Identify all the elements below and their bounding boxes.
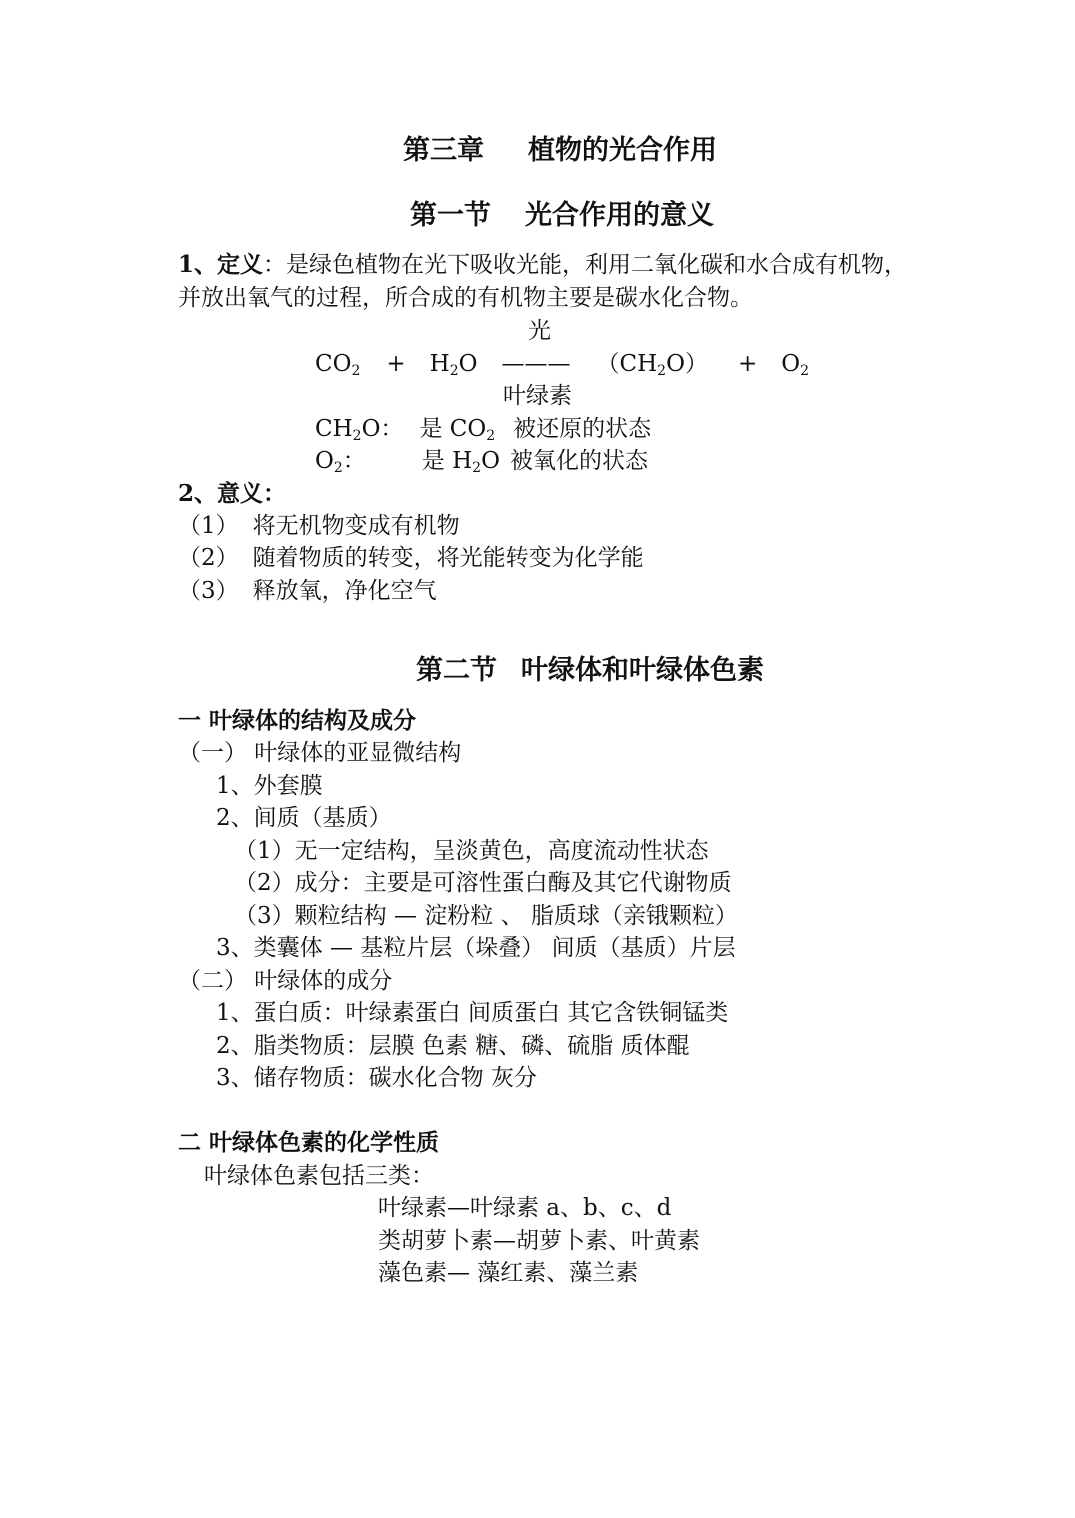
definition-label: 1、定义	[178, 251, 264, 278]
photosynthesis-equation	[315, 349, 809, 379]
equation-top-label: 光	[528, 318, 551, 344]
component-item: 1、蛋白质：叶绿素蛋白 间质蛋白 其它含铁铜锰类	[216, 1000, 729, 1026]
structure-item: 3、类囊体 — 基粒片层（垛叠） 间质（基质）片层	[216, 935, 736, 961]
chapter-title-name: 植物的光合作用	[528, 135, 717, 166]
structure-subitem: （3）颗粒结构 — 淀粉粒 、 脂质球（亲锇颗粒）	[234, 903, 738, 929]
definition-text-line1: 是绿色植物在光下吸收光能，利用二氧化碳和水合成有机物，	[286, 252, 908, 278]
eq-plus-2: +	[737, 351, 758, 377]
meaning-label: 2、意义：	[178, 480, 287, 507]
definition-line1	[178, 250, 907, 280]
structure-subitem: （1）无一定结构，呈淡黄色，高度流动性状态	[234, 838, 709, 864]
sub1-heading: （一） 叶绿体的亚显微结构	[178, 740, 462, 766]
section1-title-name: 光合作用的意义	[525, 200, 714, 231]
part2-intro: 叶绿体色素包括三类：	[204, 1163, 434, 1189]
pigment-class: 叶绿素—叶绿素 a、b、c、d	[378, 1195, 672, 1221]
section1-title	[410, 198, 714, 234]
equation-bottom-label: 叶绿素	[503, 383, 572, 409]
chapter-title-prefix: 第三章	[403, 135, 484, 166]
definition-line2: 并放出氧气的过程，所合成的有机物主要是碳水化合物。	[178, 285, 753, 311]
meaning-item: （1） 将无机物变成有机物	[178, 513, 460, 539]
structure-item: 1、外套膜	[216, 773, 323, 799]
part2-heading: 二 叶绿体色素的化学性质	[178, 1129, 440, 1156]
meaning-item: （3） 释放氧，净化空气	[178, 578, 437, 604]
structure-subitem: （2）成分：主要是可溶性蛋白酶及其它代谢物质	[234, 870, 732, 896]
structure-item: 2、间质（基质）	[216, 805, 392, 831]
section2-title	[416, 653, 764, 689]
eq-plus-1: +	[386, 351, 406, 377]
section1-title-prefix: 第一节	[410, 200, 491, 231]
eq-o2: $O_2$	[781, 351, 810, 379]
component-item: 3、储存物质：碳水化合物 灰分	[216, 1065, 537, 1091]
note-ch2o: $CH_2O$： 是 $CO_2$ 被还原的状态	[315, 416, 652, 444]
eq-co2: $CO_2$	[315, 351, 361, 379]
eq-arrow: ———	[501, 351, 571, 377]
sub2-heading: （二） 叶绿体的成分	[178, 968, 393, 994]
meaning-item: （2） 随着物质的转变，将光能转变为化学能	[178, 545, 644, 571]
part1-heading: 一 叶绿体的结构及成分	[178, 707, 417, 734]
component-item: 2、脂类物质：层膜 色素 糖、磷、硫脂 质体醌	[216, 1033, 690, 1059]
pigment-class: 藻色素— 藻红素、藻兰素	[378, 1260, 639, 1286]
chapter-title	[403, 133, 717, 169]
note-o2: $O_2$： 是 $H_2O$ 被氧化的状态	[315, 448, 648, 476]
definition-sep: ：	[263, 252, 287, 278]
section2-title-name: 叶绿体和叶绿体色素	[521, 655, 764, 686]
section2-title-prefix: 第二节	[416, 655, 497, 686]
eq-ch2o: $(CH_2O)$	[596, 351, 708, 379]
pigment-class: 类胡萝卜素—胡萝卜素、叶黄素	[378, 1228, 700, 1254]
eq-h2o: $H_2O$	[429, 351, 478, 379]
